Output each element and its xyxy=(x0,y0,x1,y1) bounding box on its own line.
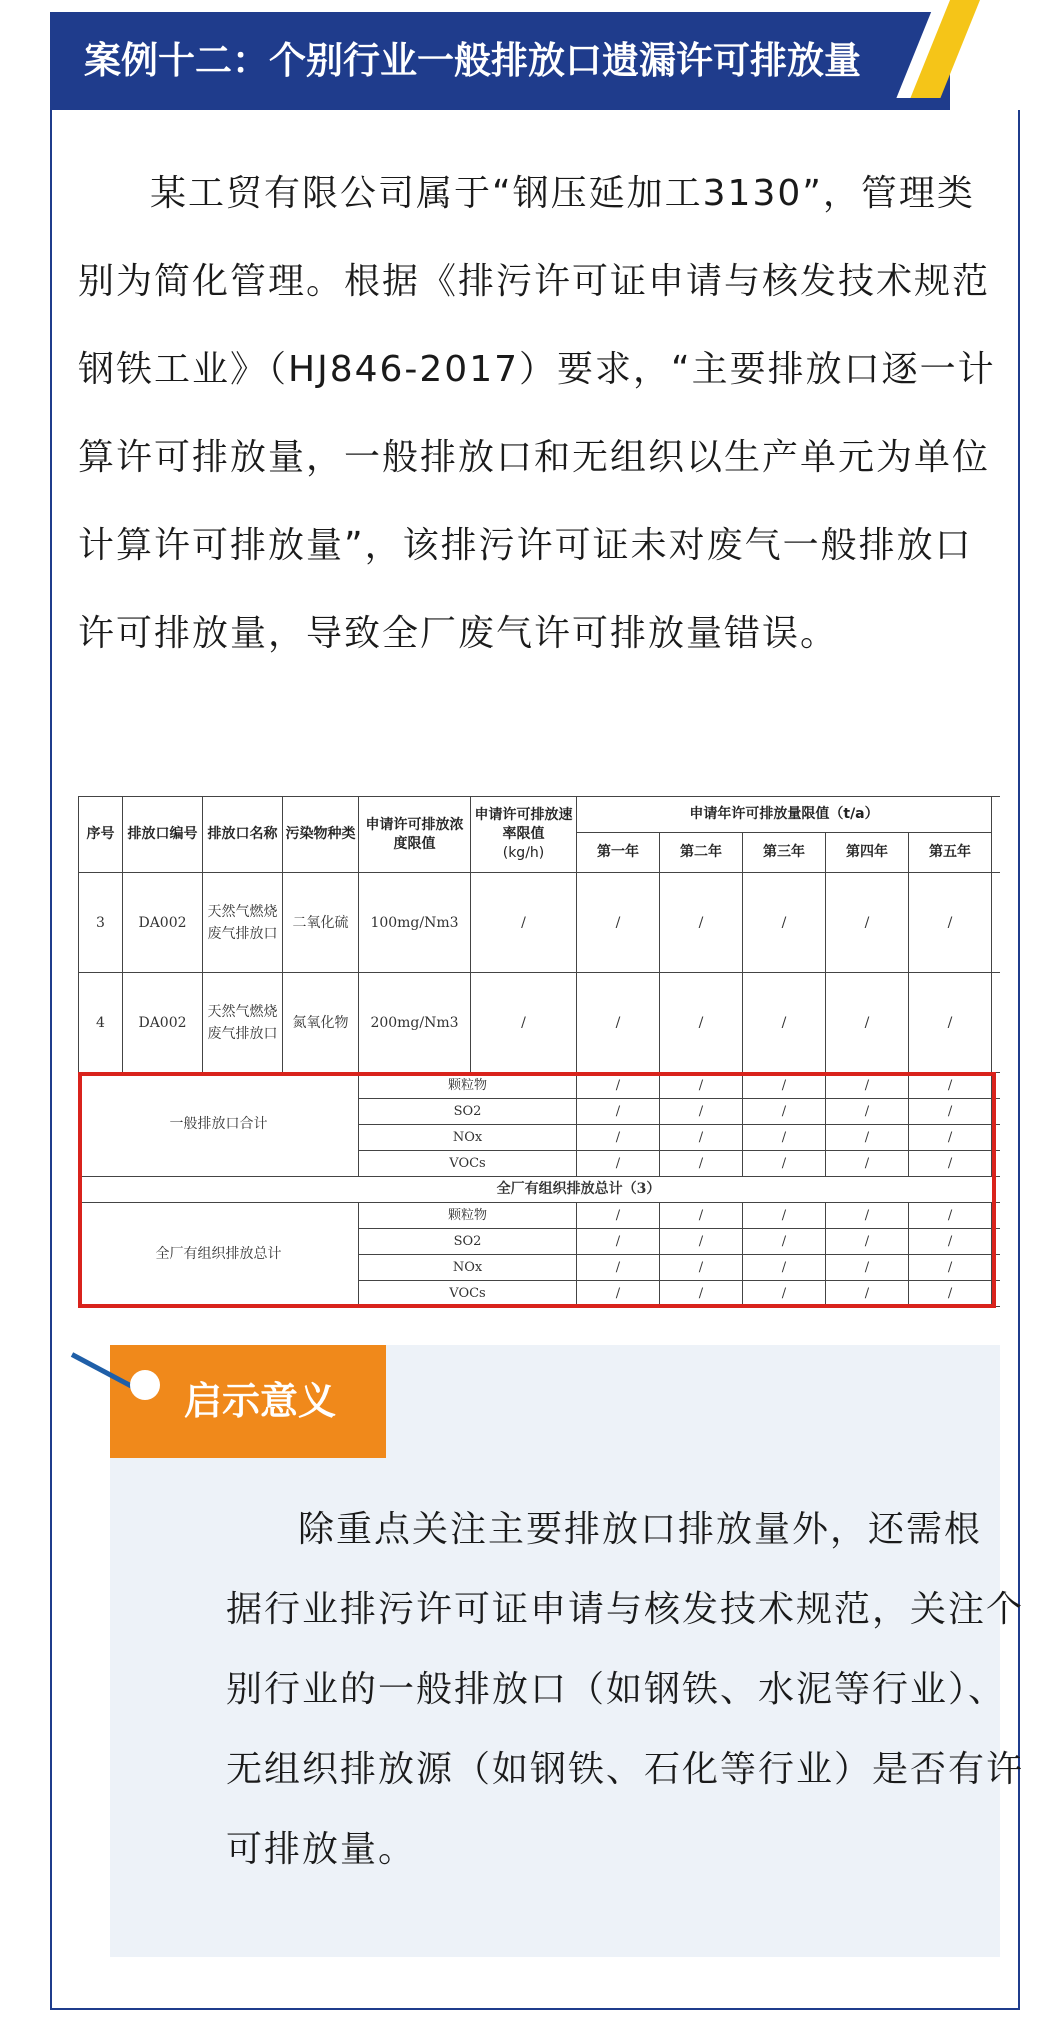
header-seq: 序号 xyxy=(79,797,123,873)
slash-cell: / xyxy=(826,1099,909,1125)
row-year-3: / xyxy=(743,873,826,973)
tab-dot-icon xyxy=(130,1370,160,1400)
header-pollutant: 污染物种类 xyxy=(283,797,359,873)
case-paragraph: 某工贸有限公司属于“钢压延加工3130”，管理类别为简化管理。根据《排污许可证申请与核发技术规范 钢铁工业》（HJ846-2017）要求，“主要排放口逐一计算许可排放量，一般排放口和无组织以生产单元为单位计算许可排放量”，该排污许可证未对废气一般排放口许可排放量，导致全厂废气许可排放量错误。 xyxy=(78,173,996,654)
slash-cell: / xyxy=(743,1229,826,1255)
row-code: DA002 xyxy=(123,873,203,973)
row-extra xyxy=(992,973,1000,1073)
slash-cell: / xyxy=(743,1073,826,1099)
slash-cell: / xyxy=(660,1255,743,1281)
header-year-3: 第三年 xyxy=(743,833,826,873)
slash-cell: / xyxy=(660,1229,743,1255)
row-extra xyxy=(992,873,1000,973)
row-year-3: / xyxy=(743,973,826,1073)
slash-cell: / xyxy=(909,1073,992,1099)
slash-cell: / xyxy=(660,1203,743,1229)
slash-cell: / xyxy=(743,1281,826,1307)
case-title: 案例十二：个别行业一般排放口遗漏许可排放量 xyxy=(84,39,861,82)
slash-cell: / xyxy=(909,1151,992,1177)
slash-cell: / xyxy=(577,1125,660,1151)
pollutant-item: 颗粒物 xyxy=(359,1073,577,1099)
row-code: DA002 xyxy=(123,973,203,1073)
row-year-1: / xyxy=(577,873,660,973)
slash-cell: / xyxy=(577,1073,660,1099)
pollutant-item: NOx xyxy=(359,1125,577,1151)
insight-line: 可排放量。 xyxy=(226,1829,417,1870)
general-total-label: 一般排放口合计 xyxy=(79,1073,359,1177)
row-extra xyxy=(992,1099,1000,1125)
slash-cell: / xyxy=(743,1255,826,1281)
emission-permit-table xyxy=(78,796,1000,1307)
pollutant-item: NOx xyxy=(359,1255,577,1281)
row-year-5: / xyxy=(909,973,992,1073)
plant-total-row xyxy=(79,1203,1001,1229)
general-total-row xyxy=(79,1073,1001,1099)
row-extra xyxy=(992,1073,1000,1099)
pollutant-item: SO2 xyxy=(359,1229,577,1255)
insight-line: 据行业排污许可证申请与核发技术规范，关注个 xyxy=(226,1589,1025,1630)
slash-cell: / xyxy=(826,1203,909,1229)
pollutant-item: VOCs xyxy=(359,1281,577,1307)
slash-cell: / xyxy=(577,1281,660,1307)
slash-cell: / xyxy=(660,1073,743,1099)
header-extra xyxy=(992,797,1000,873)
row-name: 天然气燃烧废气排放口 xyxy=(203,973,283,1073)
row-pollutant: 氮氧化物 xyxy=(283,973,359,1073)
pollutant-item: 颗粒物 xyxy=(359,1203,577,1229)
slash-cell: / xyxy=(743,1151,826,1177)
slash-cell: / xyxy=(743,1203,826,1229)
slash-cell: / xyxy=(909,1099,992,1125)
slash-cell: / xyxy=(660,1125,743,1151)
pollutant-item: VOCs xyxy=(359,1151,577,1177)
row-extra xyxy=(992,1281,1000,1307)
slash-cell: / xyxy=(909,1281,992,1307)
slash-cell: / xyxy=(577,1099,660,1125)
header-year-5: 第五年 xyxy=(909,833,992,873)
slash-cell: / xyxy=(660,1151,743,1177)
row-pollutant: 二氧化硫 xyxy=(283,873,359,973)
slash-cell: / xyxy=(826,1125,909,1151)
table-row xyxy=(79,873,1001,973)
header-year-1: 第一年 xyxy=(577,833,660,873)
row-rate: / xyxy=(471,873,577,973)
plant-total-title-row xyxy=(79,1177,1001,1203)
emission-table-image xyxy=(78,796,1000,1310)
header-rate-label: 申请许可排放速率限值 xyxy=(474,807,573,842)
insight-line: 别行业的一般排放口（如钢铁、水泥等行业）、 xyxy=(226,1669,1007,1710)
row-year-4: / xyxy=(826,873,909,973)
header-year-4: 第四年 xyxy=(826,833,909,873)
row-extra xyxy=(992,1203,1000,1229)
header-annual-group: 申请年许可排放量限值（t/a） xyxy=(577,797,992,833)
row-seq: 3 xyxy=(79,873,123,973)
insight-line: 除重点关注主要排放口排放量外，还需根 xyxy=(298,1509,983,1550)
plant-total-label: 全厂有组织排放总计 xyxy=(79,1203,359,1307)
row-extra xyxy=(992,1229,1000,1255)
case-description xyxy=(78,150,998,678)
row-year-2: / xyxy=(660,973,743,1073)
case-title-banner xyxy=(50,12,950,110)
slash-cell: / xyxy=(577,1229,660,1255)
slash-cell: / xyxy=(826,1151,909,1177)
row-extra xyxy=(992,1255,1000,1281)
row-year-4: / xyxy=(826,973,909,1073)
row-extra xyxy=(992,1151,1000,1177)
row-seq: 4 xyxy=(79,973,123,1073)
header-rate-unit: (kg/h) xyxy=(502,845,545,861)
slash-cell: / xyxy=(826,1229,909,1255)
slash-cell: / xyxy=(660,1281,743,1307)
slash-cell: / xyxy=(577,1151,660,1177)
row-year-5: / xyxy=(909,873,992,973)
row-name: 天然气燃烧废气排放口 xyxy=(203,873,283,973)
slash-cell: / xyxy=(909,1229,992,1255)
slash-cell: / xyxy=(826,1073,909,1099)
row-concentration: 200mg/Nm3 xyxy=(359,973,471,1073)
slash-cell: / xyxy=(743,1125,826,1151)
header-concentration: 申请许可排放浓度限值 xyxy=(359,797,471,873)
insight-line: 无组织排放源（如钢铁、石化等行业）是否有许 xyxy=(226,1749,1025,1790)
pollutant-item: SO2 xyxy=(359,1099,577,1125)
header-rate xyxy=(471,797,577,873)
insight-title: 启示意义 xyxy=(184,1379,337,1423)
insight-text xyxy=(226,1490,1046,1890)
row-year-2: / xyxy=(660,873,743,973)
header-year-2: 第二年 xyxy=(660,833,743,873)
header-outlet-name: 排放口名称 xyxy=(203,797,283,873)
plant-total-title: 全厂有组织排放总计（3） xyxy=(79,1177,1001,1203)
row-rate: / xyxy=(471,973,577,1073)
table-row xyxy=(79,973,1001,1073)
slash-cell: / xyxy=(826,1281,909,1307)
header-outlet-code: 排放口编号 xyxy=(123,797,203,873)
slash-cell: / xyxy=(909,1255,992,1281)
row-extra xyxy=(992,1125,1000,1151)
slash-cell: / xyxy=(826,1255,909,1281)
slash-cell: / xyxy=(660,1099,743,1125)
slash-cell: / xyxy=(743,1099,826,1125)
slash-cell: / xyxy=(909,1125,992,1151)
row-concentration: 100mg/Nm3 xyxy=(359,873,471,973)
row-year-1: / xyxy=(577,973,660,1073)
slash-cell: / xyxy=(577,1255,660,1281)
slash-cell: / xyxy=(909,1203,992,1229)
slash-cell: / xyxy=(577,1203,660,1229)
